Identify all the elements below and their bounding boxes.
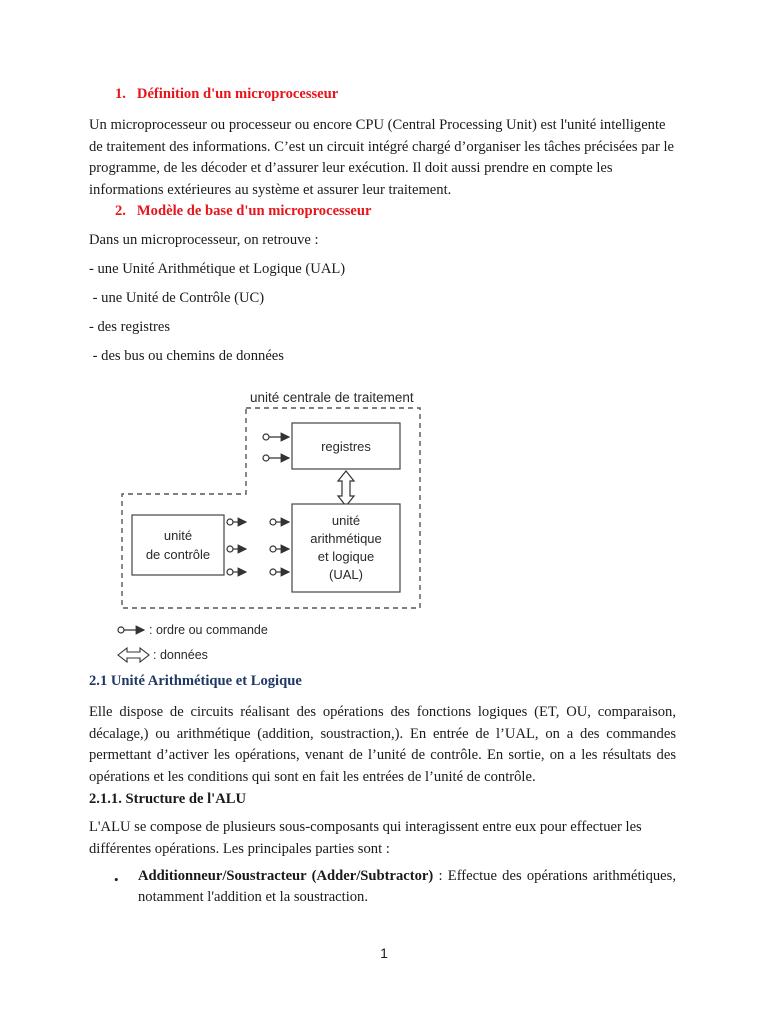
data-double-arrow bbox=[338, 471, 354, 506]
command-arrow bbox=[270, 519, 289, 525]
control-unit-box bbox=[132, 515, 224, 575]
alu-label-line: unité bbox=[331, 513, 361, 528]
command-arrow bbox=[263, 434, 289, 440]
section-2-1-title: 2.1 Unité Arithmétique et Logique bbox=[89, 673, 302, 689]
section-2-1-1-paragraph: L'ALU se compose de plusieurs sous-composants qui interagissent entre eux pour effectuer les différentes opérations. Les principales parties sont : bbox=[89, 819, 642, 857]
section-1-number: 1. bbox=[115, 86, 126, 102]
list-item: - une Unité de Contrôle (UC) bbox=[89, 290, 265, 306]
legend-command bbox=[118, 623, 268, 637]
command-arrow bbox=[227, 546, 246, 552]
section-1-heading bbox=[115, 86, 338, 103]
list-item: - une Unité Arithmétique et Logique (UAL) bbox=[89, 261, 346, 277]
command-arrow bbox=[270, 569, 289, 575]
bullet-item-bold: Additionneur/Soustracteur (Adder/Subtractor) bbox=[138, 868, 434, 884]
command-arrow bbox=[227, 569, 246, 575]
legend-command-label: : ordre ou commande bbox=[149, 623, 268, 637]
section-2-number: 2. bbox=[115, 203, 126, 219]
page-number: 1 bbox=[380, 945, 388, 961]
section-1-paragraph: Un microprocesseur ou processeur ou encore CPU (Central Processing Unit) est l'unité intelligente de traitement des informations. C’est un circuit intégré chargé d’organiser les tâches précisées par le programme, de les décoder et d’assurer leur exécution. Il doit aussi prendre en compte les informations extérieures au système et assurer leur traitement. bbox=[89, 117, 675, 198]
section-2-title: Modèle de base d'un microprocesseur bbox=[136, 203, 372, 219]
control-unit-label-line: unité bbox=[163, 528, 193, 543]
bullet-marker: • bbox=[114, 872, 119, 887]
bullet-item bbox=[138, 866, 676, 908]
list-item: - des bus ou chemins de données bbox=[89, 348, 284, 364]
control-unit-label-line: de contrôle bbox=[145, 547, 211, 562]
section-1-title: Définition d'un microprocesseur bbox=[136, 86, 339, 102]
section-2-1-1-title: 2.1.1. Structure de l'ALU bbox=[89, 791, 247, 807]
legend-data-label: : données bbox=[153, 648, 208, 662]
legend-data bbox=[118, 648, 208, 662]
command-arrow bbox=[227, 519, 246, 525]
section-2-1-paragraph: Elle dispose de circuits réalisant des opérations des fonctions logiques (ET, OU, comparaison, décalage,) ou arithmétique (addition, soustraction,). En entrée de l’UAL, on a des commandes permettant d’activer les opérations, venant de l’unité de contrôle. En sortie, on a les résultats des opérations et les conditions qui sont en fait les entrées de l’unité de contrôle. bbox=[89, 704, 676, 785]
section-2-intro: Dans un microprocesseur, on retrouve : bbox=[89, 232, 319, 248]
command-arrow bbox=[270, 546, 289, 552]
command-arrow bbox=[263, 455, 289, 461]
bullet-item-text: : Effectue des opérations arithmétiques, notamment l'addition et la soustraction. bbox=[138, 868, 676, 905]
cpu-diagram bbox=[114, 382, 434, 667]
alu-label-line: et logique bbox=[317, 549, 375, 564]
diagram-title: unité centrale de traitement bbox=[250, 390, 414, 405]
alu-label-line: arithmétique bbox=[310, 531, 382, 546]
section-2-heading bbox=[115, 203, 371, 220]
legend-double-arrow bbox=[118, 648, 149, 662]
list-item: - des registres bbox=[89, 319, 171, 335]
alu-label-line: (UAL) bbox=[329, 567, 363, 582]
registers-label: registres bbox=[321, 439, 371, 454]
